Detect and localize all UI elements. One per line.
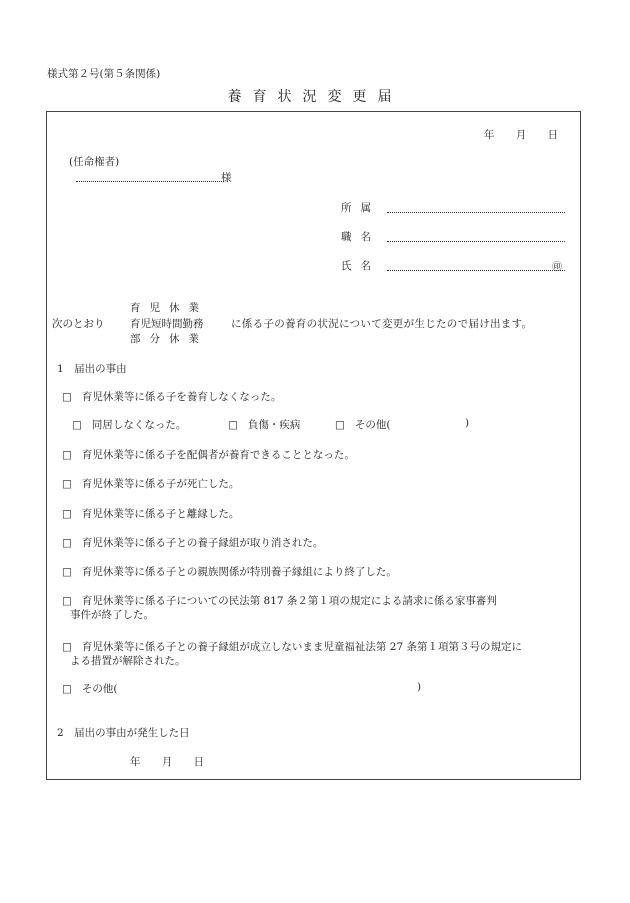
- reason-item[interactable]: □ 育児休業等に係る子との養子縁組が成立しないまま児童福祉法第 27 条第１項第３号の規定に: [62, 641, 522, 653]
- checkbox-icon[interactable]: □: [228, 419, 238, 431]
- checkbox-icon[interactable]: □: [62, 641, 72, 653]
- section1-heading: 1 届出の事由: [57, 363, 127, 375]
- affiliation-field[interactable]: [387, 212, 565, 213]
- sub-reason-item[interactable]: □ その他(: [335, 419, 391, 431]
- checkbox-icon[interactable]: □: [72, 419, 82, 431]
- occurrence-date[interactable]: 年 月 日: [130, 756, 205, 768]
- reason-item[interactable]: □ 育児休業等に係る子が死亡した。: [62, 478, 240, 490]
- checkbox-icon[interactable]: □: [62, 566, 72, 578]
- form-title: 養育状況変更届: [227, 89, 403, 105]
- checkbox-icon[interactable]: □: [62, 595, 72, 607]
- reason-item-continued: よる措置が解除された。: [70, 655, 186, 667]
- name-label: 氏名: [341, 260, 380, 272]
- other-close: ): [417, 681, 422, 693]
- appointer-label: (任命権者): [69, 156, 120, 168]
- checkbox-icon[interactable]: □: [62, 391, 72, 403]
- form-number: 様式第２号(第５条関係): [47, 68, 161, 80]
- statement-lead: 次のとおり: [52, 318, 105, 330]
- sub-other-close: ): [465, 417, 470, 429]
- seal-mark: ㊞: [552, 262, 562, 273]
- position-field[interactable]: [387, 241, 565, 242]
- submission-date[interactable]: 年 月 日: [484, 129, 559, 141]
- reason-item[interactable]: □ 育児休業等に係る子と離縁した。: [62, 508, 240, 520]
- name-field[interactable]: [387, 270, 565, 271]
- appointer-name-field[interactable]: [76, 181, 224, 182]
- reason-item[interactable]: □ 育児休業等に係る子との親族関係が特別養子縁組により終了した。: [62, 566, 397, 578]
- reason-item-continued: 事件が終了した。: [70, 609, 154, 621]
- reason-item[interactable]: □ 育児休業等に係る子を配偶者が養育できることとなった。: [62, 449, 355, 461]
- section2-heading: 2 届出の事由が発生した日: [57, 727, 190, 739]
- reason-item-other[interactable]: □ その他(: [62, 683, 118, 695]
- reason-item[interactable]: □ 育児休業等に係る子についての民法第 817 条２第１項の規定による請求に係る家事審判: [62, 595, 497, 607]
- honorific: 様: [221, 172, 232, 184]
- option-short-hours: 育児短時間勤務: [130, 318, 204, 330]
- sub-reason-item[interactable]: □ 同居しなくなった。: [72, 419, 187, 431]
- option-partial-leave: 部分休業: [130, 333, 208, 345]
- checkbox-icon[interactable]: □: [62, 508, 72, 520]
- reason-item[interactable]: □ 育児休業等に係る子との養子縁組が取り消された。: [62, 537, 324, 549]
- affiliation-label: 所属: [341, 202, 380, 214]
- checkbox-icon[interactable]: □: [62, 683, 72, 695]
- option-childcare-leave: 育児休業: [130, 302, 208, 314]
- checkbox-icon[interactable]: □: [62, 478, 72, 490]
- position-label: 職名: [341, 231, 380, 243]
- checkbox-icon[interactable]: □: [62, 537, 72, 549]
- checkbox-icon[interactable]: □: [335, 419, 345, 431]
- reason-item[interactable]: □ 育児休業等に係る子を養育しなくなった。: [62, 391, 282, 403]
- checkbox-icon[interactable]: □: [62, 449, 72, 461]
- sub-reason-item[interactable]: □ 負傷・疾病: [228, 419, 301, 431]
- statement-text: に係る子の養育の状況について変更が生じたので届け出ます。: [231, 318, 533, 330]
